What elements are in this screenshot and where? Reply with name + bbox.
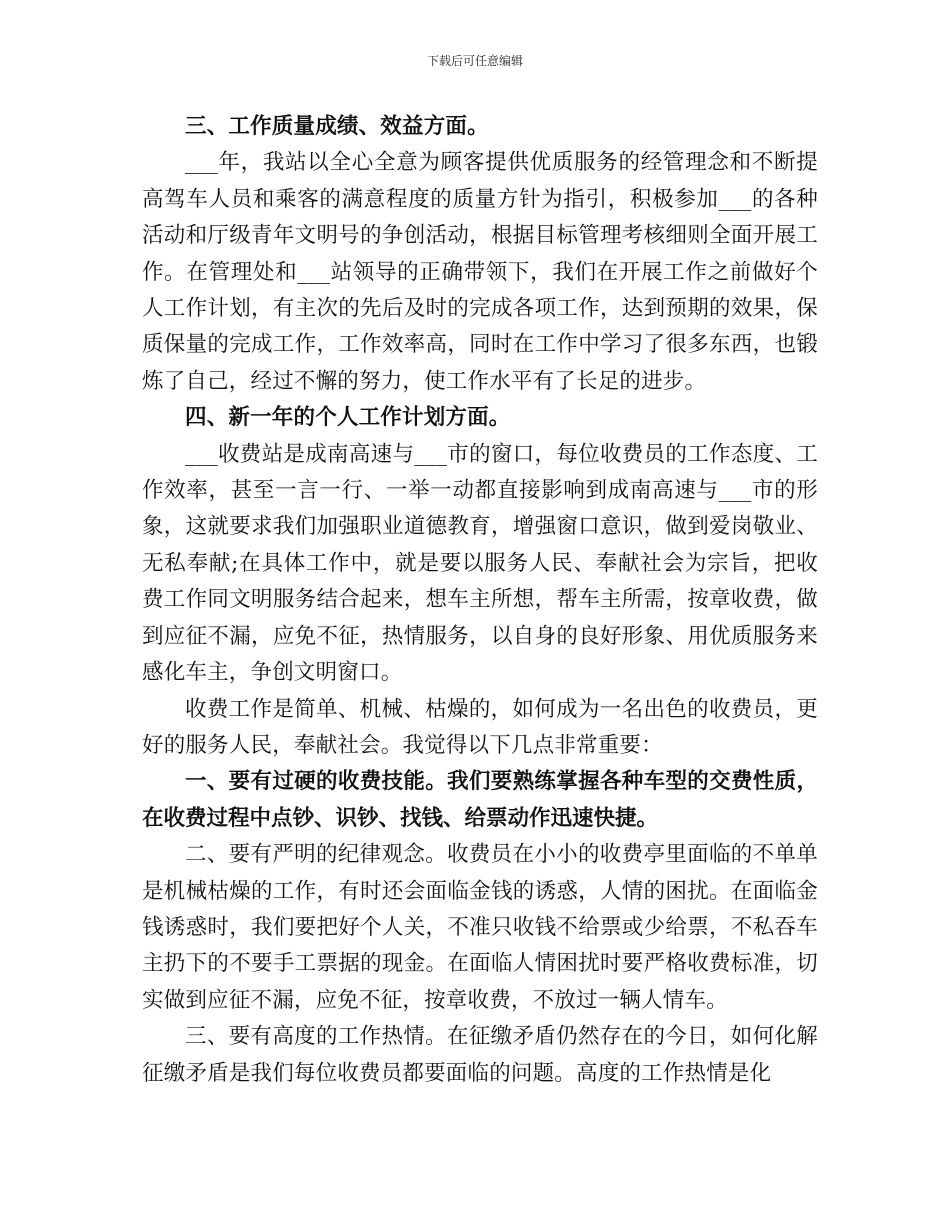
paragraph-point-skills: 一、要有过硬的收费技能。我们要熟练掌握各种车型的交费性质，在收费过程中点钞、识钞、找钱、给票动作迅速快捷。	[142, 769, 818, 831]
paragraph-toll-station: ___收费站是成南高速与___市的窗口，每位收费员的工作态度、工作效率，甚至一言一行、一举一动都直接影响到成南高速与___市的形象，这就要求我们加强职业道德教育，增强窗口意识，做到爱岗敬业、无私奉献;在具体工作中，就是要以服务人民、奉献社会为宗旨，把收费工作同文明服务结合起来，想车主所想，帮车主所需，按章收费，做到应征不漏，应免不征，热情服务，以自身的良好形象、用优质服务来感化车主，争创文明窗口。	[142, 441, 818, 686]
paragraph-quality-results: ___年，我站以全心全意为顾客提供优质服务的经管理念和不断提高驾车人员和乘客的满意程度的质量方针为指引，积极参加___的各种活动和厅级青年文明号的争创活动，根据目标管理考核细则全面开展工作。在管理处和___站领导的正确带领下，我们在开展工作之前做好个人工作计划，有主次的先后及时的完成各项工作，达到预期的效果，保质保量的完成工作，工作效率高，同时在工作中学习了很多东西，也锻炼了自己，经过不懈的努力，使工作水平有了长足的进步。	[142, 150, 818, 394]
document-body	[142, 109, 818, 1092]
section-heading-plan: 四、新一年的个人工作计划方面。	[185, 405, 511, 431]
paragraph-toll-work-intro: 收费工作是简单、机械、枯燥的，如何成为一名出色的收费员，更好的服务人民，奉献社会。我觉得以下几点非常重要：	[142, 696, 818, 758]
section-heading-quality: 三、工作质量成绩、效益方面。	[185, 114, 489, 139]
paragraph-point-enthusiasm: 三、要有高度的工作热情。在征缴矛盾仍然存在的今日，如何化解征缴矛盾是我们每位收费员都要面临的问题。高度的工作热情是化	[142, 1024, 818, 1086]
paragraph-point-discipline: 二、要有严明的纪律观念。收费员在小小的收费亭里面临的不单单是机械枯燥的工作，有时还会面临金钱的诱惑，人情的困扰。在面临金钱诱惑时，我们要把好个人关，不准只收钱不给票或少给票，不私吞车主扔下的不要手工票据的现金。在面临人情困扰时要严格收费标准，切实做到应征不漏，应免不征，按章收费，不放过一辆人情车。	[142, 842, 818, 1013]
page-header: 下载后可任意编辑	[426, 54, 523, 68]
